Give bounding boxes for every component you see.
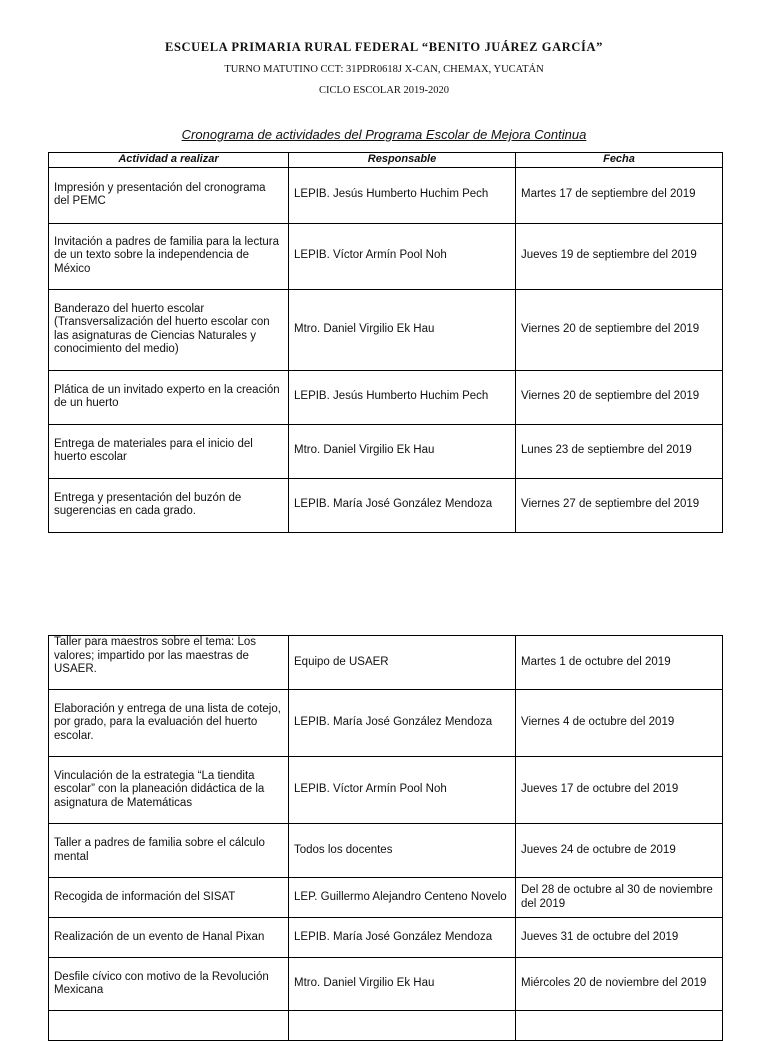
school-shift-line: TURNO MATUTINO CCT: 31PDR0618J X-CAN, CHEMAX, YUCATÁN [224, 64, 544, 75]
activity-cell [49, 1011, 289, 1041]
date-cell: Jueves 31 de octubre del 2019 [516, 918, 723, 958]
table-row [49, 690, 723, 757]
activity-cell: Recogida de información del SISAT [49, 878, 289, 918]
table-row [49, 478, 723, 532]
activity-cell: Realización de un evento de Hanal Pixan [49, 918, 289, 958]
activity-cell: Taller para maestros sobre el tema: Los valores; impartido por las maestras de USAER. [49, 636, 289, 690]
responsible-cell: LEPIB. María José González Mendoza [289, 918, 516, 958]
column-header-activity: Actividad a realizar [49, 153, 289, 168]
table-row [49, 824, 723, 878]
date-cell: Martes 17 de septiembre del 2019 [516, 167, 723, 223]
date-cell: Viernes 4 de octubre del 2019 [516, 690, 723, 757]
responsible-cell: LEP. Guillermo Alejandro Centeno Novelo [289, 878, 516, 918]
table-row [49, 424, 723, 478]
date-cell: Viernes 27 de septiembre del 2019 [516, 478, 723, 532]
responsible-cell [289, 1011, 516, 1041]
date-cell: Jueves 24 de octubre de 2019 [516, 824, 723, 878]
activity-cell: Banderazo del huerto escolar (Transversalización del huerto escolar con las asignaturas de Ciencias Naturales y conocimiento del medio) [49, 289, 289, 370]
table-row [49, 918, 723, 958]
table-header-row [49, 153, 723, 168]
table-row [49, 223, 723, 289]
column-header-responsible: Responsable [289, 153, 516, 168]
activity-cell: Vinculación de la estrategia “La tiendita escolar” con la planeación didáctica de la asignatura de Matemáticas [49, 757, 289, 824]
responsible-cell: LEPIB. Jesús Humberto Huchim Pech [289, 167, 516, 223]
activity-cell: Desfile cívico con motivo de la Revolución Mexicana [49, 958, 289, 1011]
date-cell: Jueves 19 de septiembre del 2019 [516, 223, 723, 289]
school-name: ESCUELA PRIMARIA RURAL FEDERAL “BENITO JUÁREZ GARCÍA” [165, 40, 603, 54]
date-cell: Del 28 de octubre al 30 de noviembre del 2019 [516, 878, 723, 918]
activity-cell: Taller a padres de familia sobre el cálculo mental [49, 824, 289, 878]
activity-cell: Invitación a padres de familia para la lectura de un texto sobre la independencia de México [49, 223, 289, 289]
table-row [49, 1011, 723, 1041]
responsible-cell: LEPIB. Jesús Humberto Huchim Pech [289, 370, 516, 424]
responsible-cell: Todos los docentes [289, 824, 516, 878]
table-row [49, 757, 723, 824]
date-cell: Jueves 17 de octubre del 2019 [516, 757, 723, 824]
table-row [49, 878, 723, 918]
activity-cell: Entrega y presentación del buzón de sugerencias en cada grado. [49, 478, 289, 532]
table-row [49, 958, 723, 1011]
schedule-table-1 [48, 152, 723, 533]
responsible-cell: Mtro. Daniel Virgilio Ek Hau [289, 424, 516, 478]
activity-cell: Elaboración y entrega de una lista de cotejo, por grado, para la evaluación del huerto escolar. [49, 690, 289, 757]
date-cell: Lunes 23 de septiembre del 2019 [516, 424, 723, 478]
table-row [49, 289, 723, 370]
responsible-cell: LEPIB. Víctor Armín Pool Noh [289, 223, 516, 289]
school-cycle: CICLO ESCOLAR 2019-2020 [318, 85, 450, 96]
responsible-cell: Equipo de USAER [289, 636, 516, 690]
date-cell: Miércoles 20 de noviembre del 2019 [516, 958, 723, 1011]
document-title: Cronograma de actividades del Programa Escolar de Mejora Continua [181, 127, 587, 142]
table-row [49, 636, 723, 690]
responsible-cell: Mtro. Daniel Virgilio Ek Hau [289, 289, 516, 370]
activity-cell: Entrega de materiales para el inicio del huerto escolar [49, 424, 289, 478]
responsible-cell: LEPIB. María José González Mendoza [289, 690, 516, 757]
table-row [49, 167, 723, 223]
schedule-table-2 [48, 635, 723, 1041]
date-cell: Martes 1 de octubre del 2019 [516, 636, 723, 690]
activity-cell: Impresión y presentación del cronograma del PEMC [49, 167, 289, 223]
date-cell [516, 1011, 723, 1041]
responsible-cell: Mtro. Daniel Virgilio Ek Hau [289, 958, 516, 1011]
date-cell: Viernes 20 de septiembre del 2019 [516, 370, 723, 424]
responsible-cell: LEPIB. Víctor Armín Pool Noh [289, 757, 516, 824]
table-row [49, 370, 723, 424]
responsible-cell: LEPIB. María José González Mendoza [289, 478, 516, 532]
date-cell: Viernes 20 de septiembre del 2019 [516, 289, 723, 370]
activity-cell: Plática de un invitado experto en la creación de un huerto [49, 370, 289, 424]
column-header-date: Fecha [516, 153, 723, 168]
